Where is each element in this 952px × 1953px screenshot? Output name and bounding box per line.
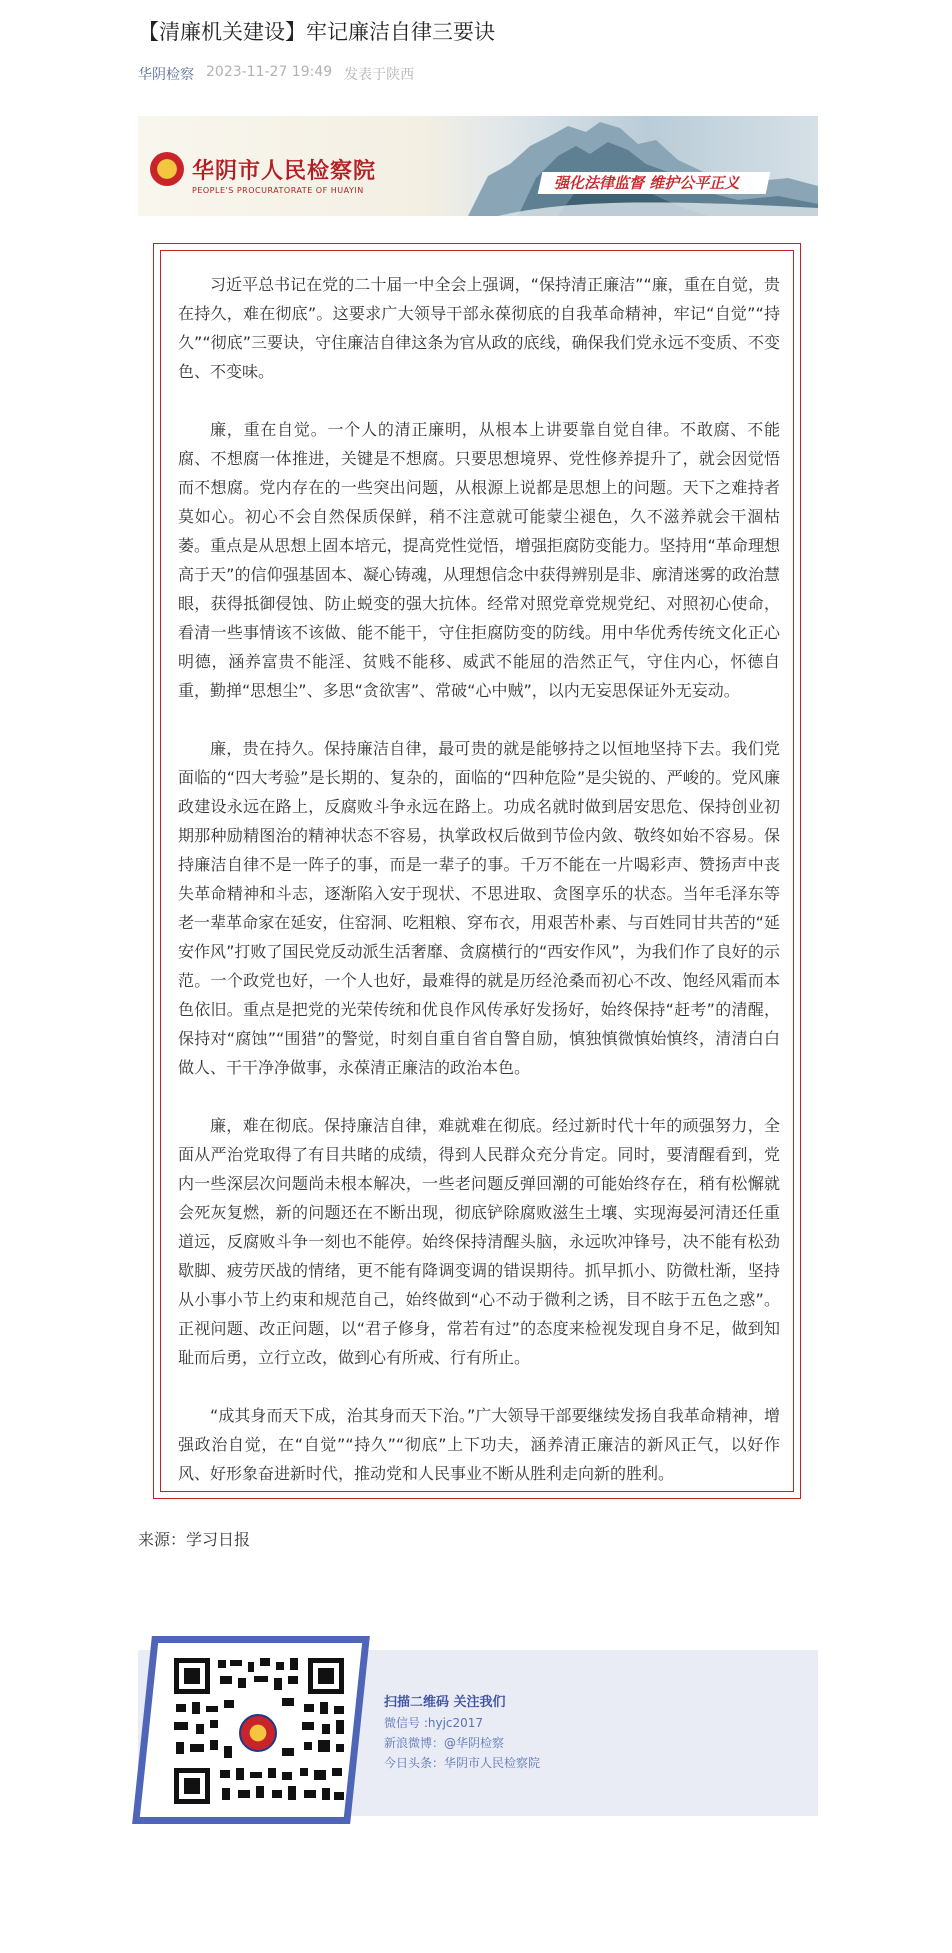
- weibo-account: 新浪微博：@华阴检察: [384, 1736, 505, 1750]
- banner-org-name-en: PEOPLE'S PROCURATORATE OF HUAYIN: [192, 186, 364, 195]
- banner-slogan: [538, 172, 771, 194]
- procuratorate-emblem-icon: [150, 152, 184, 186]
- publish-datetime: 2023-11-27 19:49: [206, 64, 333, 80]
- follow-card-text: [384, 1693, 540, 1773]
- article-meta: [138, 64, 414, 84]
- body-paragraph-intro: 习近平总书记在党的二十届一中全会上强调，“保持清正廉洁”“廉，重在自觉，贵在持久，难在彻底”。这要求广大领导干部永葆彻底的自我革命精神，牢记“自觉”“持久”“彻底”三要诀，守住廉洁自律这条为官从政的底线，确保我们党永远不变质、不变色、不变味。: [178, 275, 780, 381]
- author-link[interactable]: 华阴检察: [138, 67, 194, 83]
- wechat-id: 微信号 :hyjc2017: [384, 1716, 484, 1730]
- body-paragraph-thoroughness: 廉，难在彻底。保持廉洁自律，难就难在彻底。经过新时代十年的顽强努力，全面从严治党取得了有目共睹的成绩，得到人民群众充分肯定。同时，要清醒看到，党内一些深层次问题尚未根本解决，一些老问题反弹回潮的可能始终存在，稍有松懈就会死灰复燃，新的问题还在不断出现，彻底铲除腐败滋生土壤、实现海晏河清还任重道远，反腐败斗争一刻也不能停。始终保持清醒头脑，永远吹冲锋号，决不能有松劲歇脚、疲劳厌战的情绪，更不能有降调变调的错误期待。抓早抓小、防微杜渐，坚持从小事小节上约束和规范自己，始终做到“心不动于微利之诱，目不眩于五色之惑”。正视问题、改正问题，以“君子修身，常若有过”的态度来检视发现自身不足，做到知耻而后勇，立行立改，做到心有所戒、行有所止。: [178, 1116, 780, 1367]
- article-body: [178, 270, 780, 1517]
- article-title: 【清廉机关建设】牢记廉洁自律三要诀: [138, 20, 495, 44]
- banner-org-name: 华阴市人民检察院: [192, 158, 377, 184]
- publish-location: 发表于陕西: [344, 67, 415, 83]
- toutiao-account: 今日头条：华阴市人民检察院: [384, 1756, 541, 1770]
- body-paragraph-conclusion: “成其身而天下成，治其身而天下治。”广大领导干部要继续发扬自我革命精神，增强政治自觉，在“自觉”“持久”“彻底”上下功夫，涵养清正廉洁的新风正气，以好作风、好形象奋进新时代，推动党和人民事业不断从胜利走向新的胜利。: [178, 1406, 780, 1483]
- article-source: 来源：学习日报: [138, 1530, 251, 1549]
- body-paragraph-persistence: 廉，贵在持久。保持廉洁自律，最可贵的就是能够持之以恒地坚持下去。我们党面临的“四大考验”是长期的、复杂的，面临的“四种危险”是尖锐的、严峻的。党风廉政建设永远在路上，反腐败斗争永远在路上。功成名就时做到居安思危、保持创业初期那种励精图治的精神状态不容易，执掌政权后做到节俭内敛、敬终如始不容易。保持廉洁自律不是一阵子的事，而是一辈子的事。千万不能在一片喝彩声、赞扬声中丧失革命精神和斗志，逐渐陷入安于现状、不思进取、贪图享乐的状态。当年毛泽东等老一辈革命家在延安，住窑洞、吃粗粮、穿布衣，用艰苦朴素、与百姓同甘共苦的“延安作风”打败了国民党反动派生活奢靡、贪腐横行的“西安作风”，为我们作了良好的示范。一个政党也好，一个人也好，最难得的就是历经沧桑而初心不改、饱经风霜而本色依旧。重点是把党的光荣传统和优良作风传承好发扬好，始终保持“赶考”的清醒，保持对“腐蚀”“围猎”的警觉，时刻自重自省自警自励，慎独慎微慎始慎终，清清白白做人、干干净净做事，永葆清正廉洁的政治本色。: [178, 739, 780, 1077]
- body-paragraph-self-awareness: 廉，重在自觉。一个人的清正廉明，从根本上讲要靠自觉自律。不敢腐、不能腐、不想腐一体推进，关键是不想腐。只要思想境界、党性修养提升了，就会因觉悟而不想腐。党内存在的一些突出问题，从根源上说都是思想上的问题。天下之难持者莫如心。初心不会自然保质保鲜，稍不注意就可能蒙尘褪色，久不滋养就会干涸枯萎。重点是从思想上固本培元，提高党性觉悟，增强拒腐防变能力。坚持用“革命理想高于天”的信仰强基固本、凝心铸魂，从理想信念中获得辨别是非、廓清迷雾的政治慧眼，获得抵御侵蚀、防止蜕变的强大抗体。经常对照党章党规党纪、对照初心使命，看清一些事情该不该做、能不能干，守住拒腐防变的防线。用中华优秀传统文化正心明德，涵养富贵不能淫、贫贱不能移、威武不能屈的浩然正气，守住内心，怀德自重，勤掸“思想尘”、多思“贪欲害”、常破“心中贼”，以内无妄思保证外无妄动。: [178, 420, 780, 700]
- follow-headline: 扫描二维码 关注我们: [384, 1695, 506, 1710]
- header-banner-image: [138, 116, 818, 216]
- qr-center-emblem-icon: [236, 1711, 280, 1755]
- banner-slogan-text: 强化法律监督 维护公平正义: [554, 174, 740, 192]
